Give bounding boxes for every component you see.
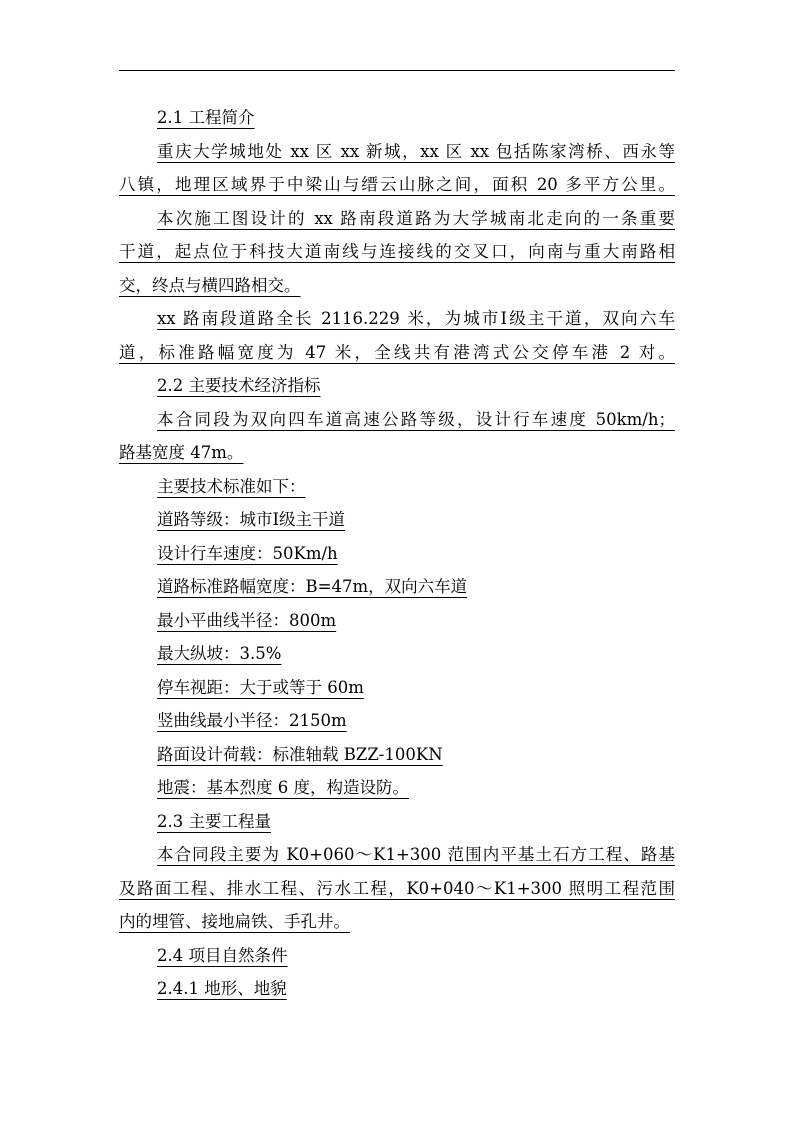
line-text: 八镇，地理区域界于中梁山与缙云山脉之间，面积 20 多平方公里。 bbox=[119, 175, 675, 194]
line-09 bbox=[119, 369, 675, 403]
line-02 bbox=[119, 135, 675, 169]
document-body bbox=[119, 101, 675, 1006]
line-11 bbox=[119, 436, 675, 470]
line-21 bbox=[119, 771, 675, 805]
line-13 bbox=[119, 503, 675, 537]
line-text: 交，终点与横四路相交。 bbox=[119, 275, 301, 295]
line-06 bbox=[119, 269, 675, 303]
line-text: 设计行车速度：50Km/h bbox=[157, 543, 338, 563]
line-18 bbox=[119, 671, 675, 705]
line-14 bbox=[119, 537, 675, 571]
line-16 bbox=[119, 604, 675, 638]
line-text: 2.3 主要工程量 bbox=[157, 811, 271, 831]
line-17 bbox=[119, 637, 675, 671]
line-15 bbox=[119, 570, 675, 604]
line-text: 最大纵坡：3.5% bbox=[157, 644, 282, 663]
line-text: 重庆大学城地处 xx 区 xx 新城，xx 区 xx 包括陈家湾桥、西永等 bbox=[157, 141, 675, 161]
line-text: 本合同段为双向四车道高速公路等级，设计行车速度 50km/h； bbox=[157, 409, 675, 429]
line-text: 及路面工程、排水工程、污水工程，K0+040～K1+300 照明工程范围 bbox=[119, 878, 675, 898]
line-04 bbox=[119, 202, 675, 236]
line-text: 2.4 项目自然条件 bbox=[157, 945, 288, 965]
line-19 bbox=[119, 704, 675, 738]
line-12 bbox=[119, 470, 675, 504]
line-text: 道，标准路幅宽度为 47 米，全线共有港湾式公交停车港 2 对。 bbox=[119, 342, 675, 362]
line-text: 本合同段主要为 K0+060～K1+300 范围内平基土石方工程、路基 bbox=[157, 845, 675, 864]
line-text: 2.2 主要技术经济指标 bbox=[157, 376, 321, 395]
line-text: 道路等级：城市Ⅰ级主干道 bbox=[157, 510, 346, 529]
line-text: 2.4.1 地形、地貌 bbox=[157, 979, 287, 998]
header-rule bbox=[119, 70, 675, 71]
line-text: 路基宽度 47m。 bbox=[119, 443, 244, 462]
line-text: 地震：基本烈度 6 度，构造设防。 bbox=[157, 778, 409, 797]
line-22 bbox=[119, 805, 675, 839]
line-23 bbox=[119, 838, 675, 872]
line-07 bbox=[119, 302, 675, 336]
line-text: 2.1 工程简介 bbox=[157, 108, 255, 127]
line-26 bbox=[119, 939, 675, 973]
line-10 bbox=[119, 403, 675, 437]
line-text: 本次施工图设计的 xx 路南段道路为大学城南北走向的一条重要 bbox=[157, 208, 675, 228]
line-03 bbox=[119, 168, 675, 202]
line-text: 主要技术标准如下： bbox=[157, 476, 306, 496]
line-text: 路面设计荷载：标准轴载 BZZ-100KN bbox=[157, 744, 443, 764]
line-05 bbox=[119, 235, 675, 269]
line-text: 最小平曲线半径：800m bbox=[157, 610, 337, 630]
line-text: 停车视距：大于或等于 60m bbox=[157, 677, 364, 697]
line-text: 道路标准路幅宽度：B=47m，双向六车道 bbox=[157, 577, 468, 596]
line-text: 干道，起点位于科技大道南线与连接线的交叉口，向南与重大南路相 bbox=[119, 242, 675, 261]
line-27 bbox=[119, 972, 675, 1006]
line-08 bbox=[119, 336, 675, 370]
line-20 bbox=[119, 738, 675, 772]
line-text: 竖曲线最小半径：2150m bbox=[157, 711, 347, 730]
line-25 bbox=[119, 905, 675, 939]
line-text: 内的埋管、接地扁铁、手孔井。 bbox=[119, 912, 350, 931]
line-text: xx 路南段道路全长 2116.229 米，为城市Ⅰ级主干道，双向六车 bbox=[157, 309, 675, 328]
line-01 bbox=[119, 101, 675, 135]
line-24 bbox=[119, 872, 675, 906]
